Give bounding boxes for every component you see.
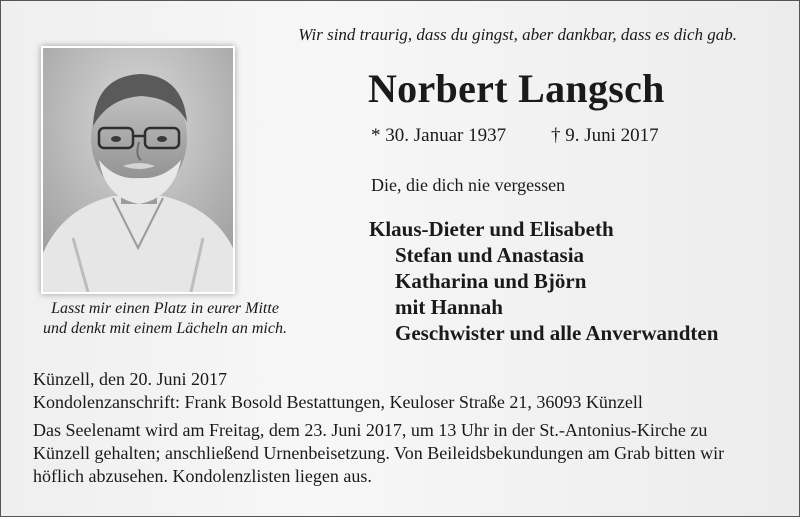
deceased-name: Norbert Langsch — [368, 66, 665, 111]
mourners-intro: Die, die dich nie vergessen — [371, 175, 566, 195]
place-date: Künzell, den 20. Juni 2017 — [33, 369, 227, 389]
mourner-entry: Katharina und Björn — [395, 269, 587, 293]
mourner-entry: Klaus-Dieter und Elisabeth — [369, 217, 614, 241]
memorial-quote: Wir sind traurig, dass du gingst, aber dankbar, dass es dich gab. — [298, 25, 737, 44]
service-info-line: Das Seelenamt wird am Freitag, dem 23. Juni 2017, um 13 Uhr in der St.-Antonius-Kirche zu — [33, 420, 708, 440]
photo-caption-line: und denkt mit einem Lächeln an mich. — [43, 320, 287, 337]
portrait-image — [43, 48, 233, 292]
condolence-address: Kondolenzanschrift: Frank Bosold Bestattungen, Keuloser Straße 21, 36093 Künzell — [33, 392, 643, 412]
mourner-entry: Geschwister und alle Anverwandten — [395, 321, 719, 345]
mourner-entry: mit Hannah — [395, 295, 503, 319]
photo-caption-line: Lasst mir einen Platz in eurer Mitte — [51, 300, 279, 317]
birth-date: * 30. Januar 1937 — [371, 125, 507, 146]
photo-caption — [19, 299, 311, 339]
death-date: † 9. Juni 2017 — [551, 125, 659, 146]
portrait-photo — [41, 46, 235, 294]
mourner-entry: Stefan und Anastasia — [395, 243, 585, 267]
service-info-line: höflich abzusehen. Kondolenzlisten liegen aus. — [33, 466, 372, 486]
service-info-line: Künzell gehalten; anschließend Urnenbeisetzung. Von Beileidsbekundungen am Grab bitten wir — [33, 443, 725, 463]
mourners-list — [369, 216, 718, 346]
notice-footer — [33, 368, 778, 488]
